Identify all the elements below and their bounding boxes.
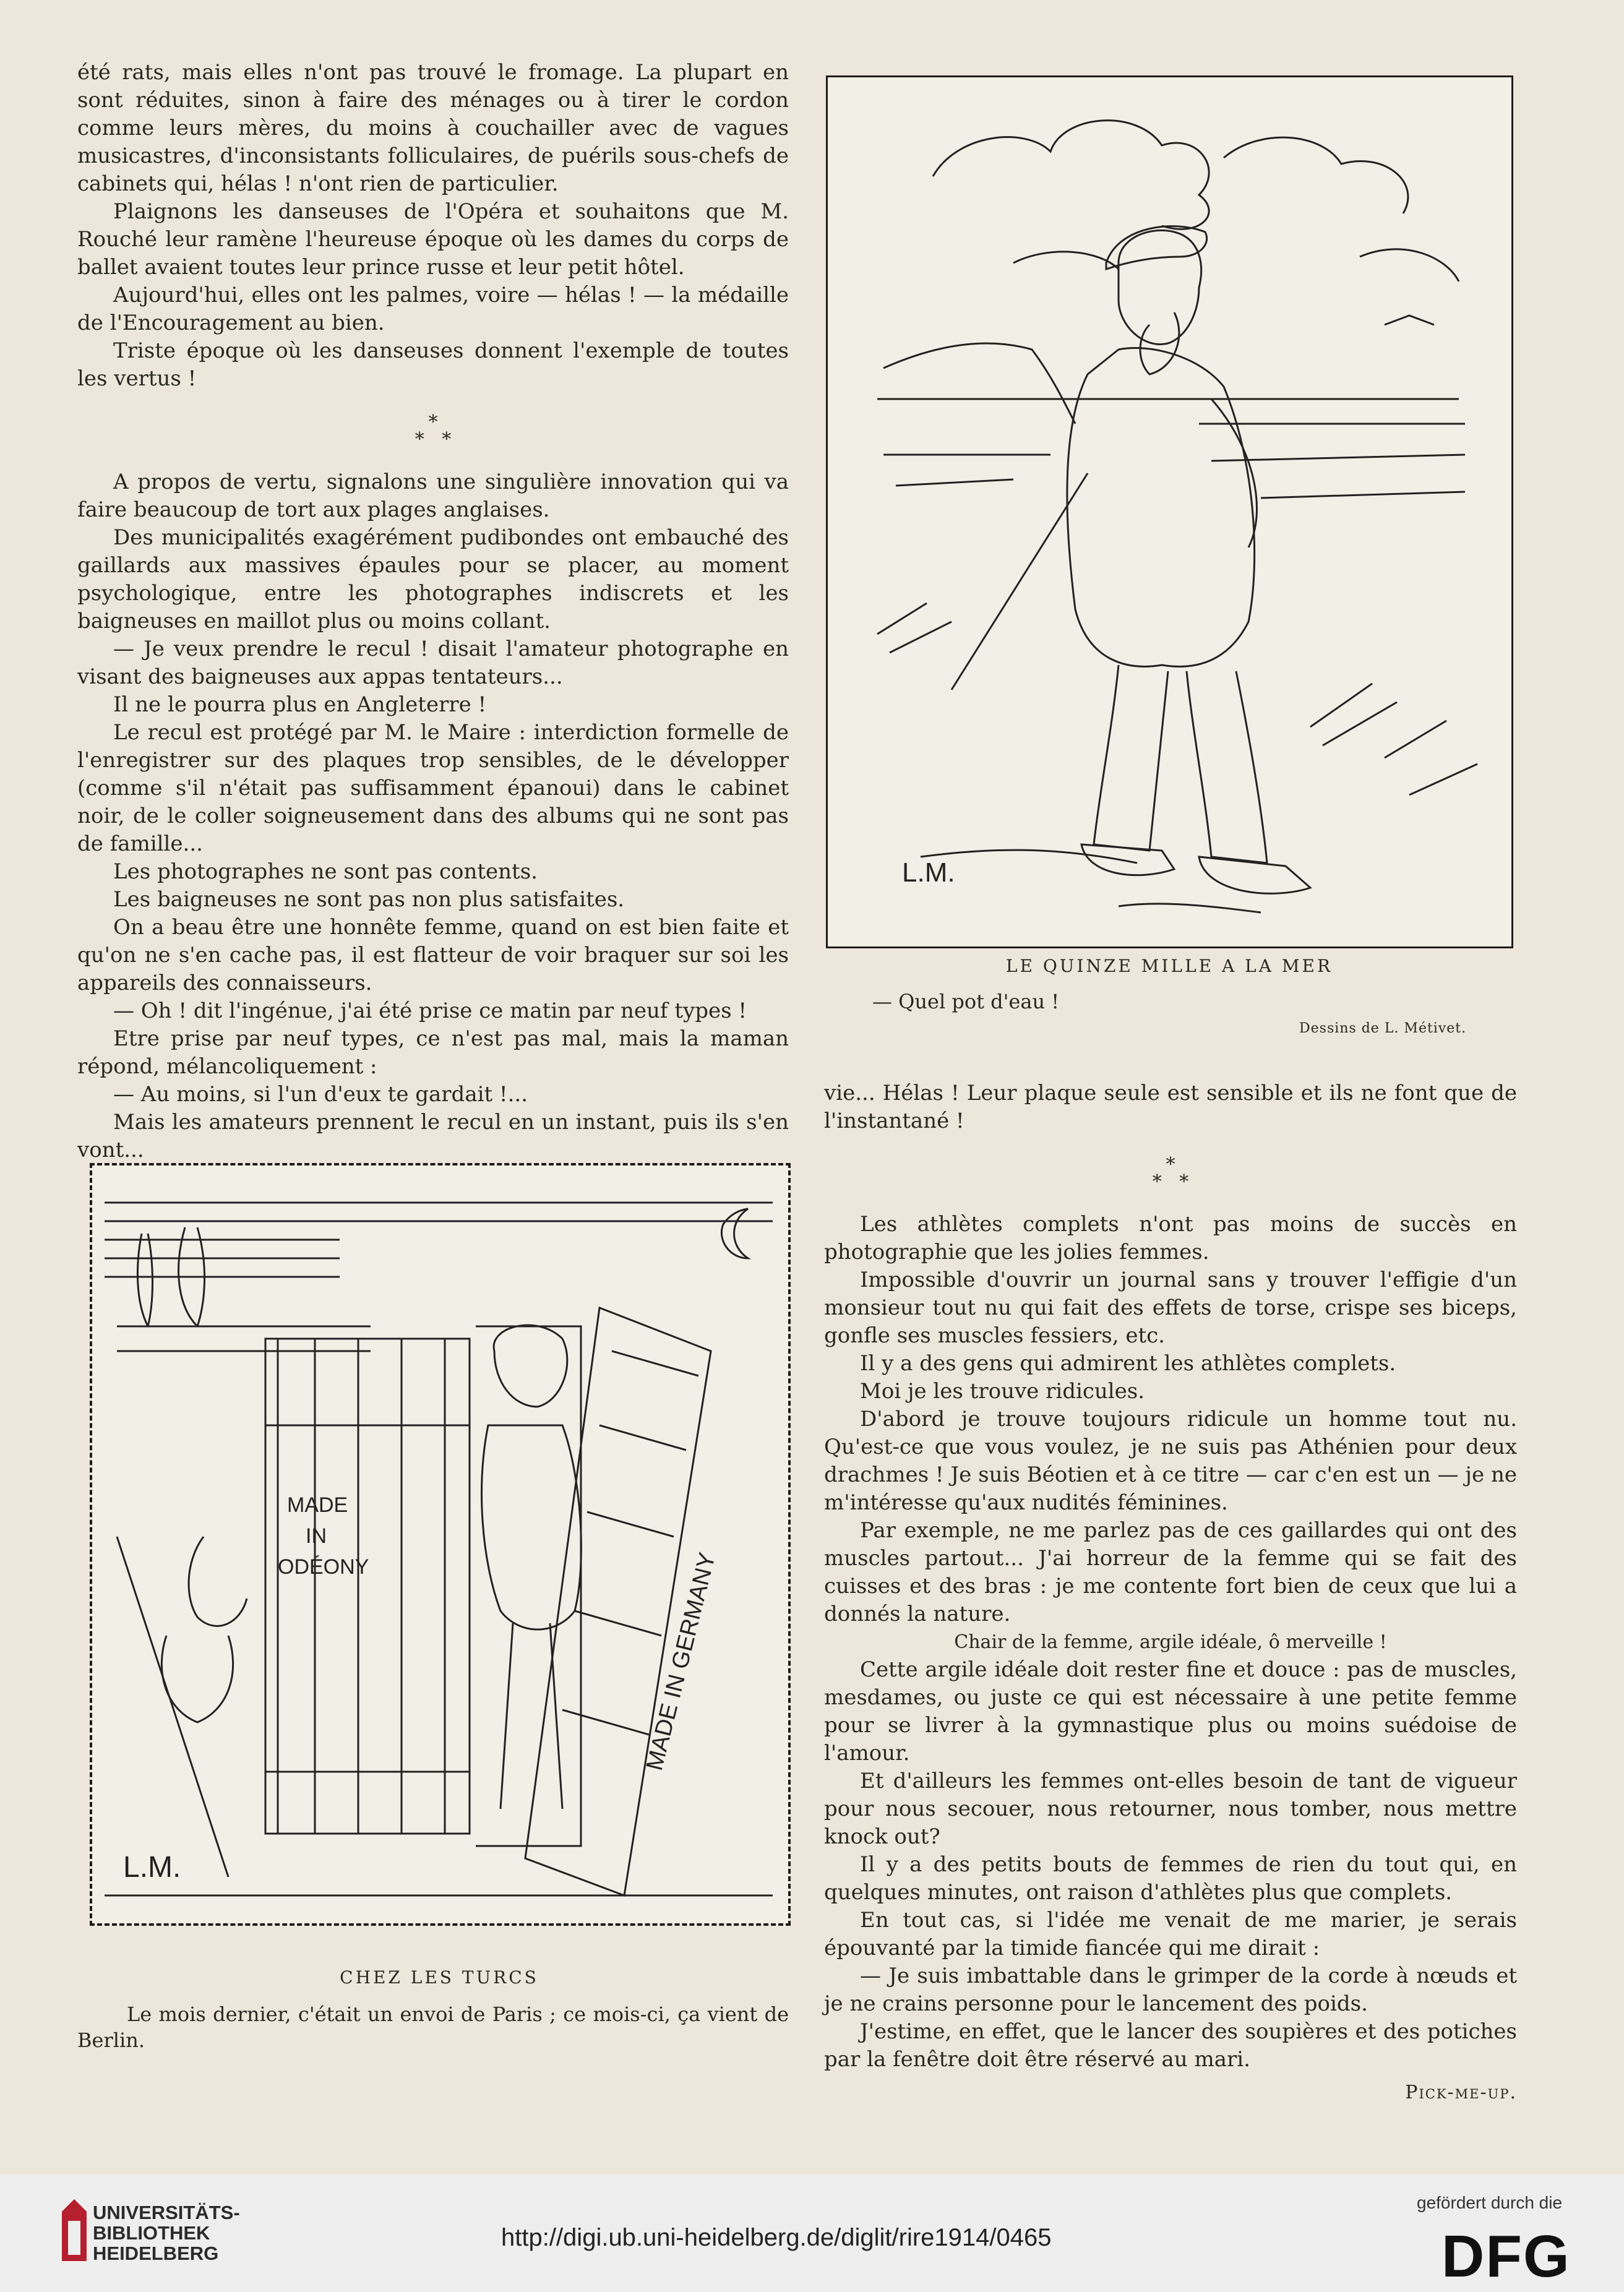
illustration-caption: CHEZ LES TURCS (340, 1967, 539, 1988)
paragraph: — Oh ! dit l'ingénue, j'ai été prise ce matin par neuf types ! (113, 998, 747, 1023)
paragraph: Mais les amateurs prennent le recul en un instant, puis ils s'en vont... (77, 1110, 789, 1162)
paragraph: Moi je les trouve ridicules. (860, 1379, 1145, 1404)
paragraph: Cette argile idéale doit rester fine et douce : pas de muscles, mesdames, ou juste ce qui est nécessaire à une petite femme pour se livrer à la gymnastique plus ou moins suédoise de l'amour. (824, 1657, 1517, 1766)
paragraph: En tout cas, si l'idée me venait de me marier, je serais épouvanté par la timide fiancée qui me dirait : (824, 1908, 1517, 1960)
paragraph: Des municipalités exagérément pudibondes ont embauché des gaillards aux massives épaules pour se placer, au moment psychologique, entre les photographes indiscrets et les baigneuses en maillot plus ou moins collant. (77, 525, 789, 633)
illustration-sea-frame (826, 75, 1513, 948)
door-label: MADE (287, 1493, 348, 1517)
paragraph: Les photographes ne sont pas contents. (113, 859, 538, 884)
paragraph: Il ne le pourra plus en Angleterre ! (113, 692, 487, 717)
paragraph: Triste époque où les danseuses donnent l'exemple de toutes les vertus ! (77, 338, 789, 391)
artist-signature: L.M. (123, 1851, 181, 1884)
source-url-link[interactable]: http://digi.ub.uni-heidelberg.de/diglit/rire1914/0465 (501, 2224, 1052, 2251)
paragraph: Le recul est protégé par M. le Maire : interdiction formelle de l'enregistrer sur des plaques trop sensibles, de le développer (comme s'il n'était pas suffisamment épanoui) dans le cabinet noir, de le coller soigneusement dans des albums qui ne sont pas de famille... (77, 720, 789, 856)
paragraph: Et d'ailleurs les femmes ont-elles besoin de tant de vigueur pour nous secouer, nous retourner, nous tomber, nous mettre knock out? (824, 1769, 1517, 1849)
funding-note: gefördert durch die (1417, 2193, 1563, 2212)
section-separator: * * * (1152, 1154, 1189, 1193)
paragraph: Il y a des gens qui admirent les athlètes complets. (860, 1351, 1396, 1376)
paragraph: Les athlètes complets n'ont pas moins de succès en photographie que les jolies femmes. (824, 1212, 1517, 1264)
library-name: UNIVERSITÄTS- BIBLIOTHEK HEIDELBERG (93, 2202, 240, 2264)
paragraph: — Je suis imbattable dans le grimper de la corde à nœuds et je ne crains personne pour le lancement des poids. (824, 1964, 1517, 2016)
paragraph: Par exemple, ne me parlez pas de ces gaillardes qui ont des muscles partout... J'ai horreur de la femme qui se fait des cuisses et des bras : je me contente fort bien de ceux que lui a donnés la nature. (824, 1518, 1517, 1626)
crate-label: MADE IN GERMANY (641, 1550, 721, 1774)
illustration-turks-frame (90, 1163, 791, 1926)
paragraph: D'abord je trouve toujours ridicule un homme tout nu. Qu'est-ce que vous voulez, je ne suis pas Athénien pour deux drachmes ! Je suis Béotien et à ce titre — car c'en est un — je ne m'intéresse qu'aux nudités féminines. (824, 1407, 1517, 1515)
paragraph: Aujourd'hui, elles ont les palmes, voire — hélas ! — la médaille de l'Encouragement au bien. (77, 283, 789, 335)
paragraph: Etre prise par neuf types, ce n'est pas mal, mais la maman répond, mélancoliquement : (77, 1026, 789, 1079)
digitization-footer (0, 2174, 1624, 2292)
illustration-credit: Dessins de L. Métivet. (1299, 1021, 1467, 1036)
paragraph: Impossible d'ouvrir un journal sans y trouver l'effigie d'un monsieur tout nu qui fait des effets de torse, crispe ses biceps, gonfle ses muscles fessiers, etc. (824, 1268, 1517, 1348)
library-logo-icon (59, 2199, 90, 2267)
paragraph: — Au moins, si l'un d'eux te gardait !... (113, 1082, 528, 1107)
illustration-caption: LE QUINZE MILLE A LA MER (1005, 956, 1333, 976)
paragraph: vie... Hélas ! Leur plaque seule est sensible et ils ne font que de l'instantané ! (824, 1081, 1517, 1133)
paragraph: été rats, mais elles n'ont pas trouvé le fromage. La plupart en sont réduites, sinon à faire des ménages ou à tirer le cordon comme leurs mères, du moins à couchailler avec de vagues musicastres, d'inconsistants folliculaires, de puérils sous-chefs de cabinets qui, hélas ! n'ont rien de particulier. (77, 60, 789, 196)
artist-signature: L.M. (902, 857, 955, 888)
paragraph: — Je veux prendre le recul ! disait l'amateur photographe en visant des baigneuses aux appas tentateurs... (77, 637, 789, 689)
author-signature: Pick-me-up. (1405, 2082, 1517, 2103)
illustration-subcaption: Le mois dernier, c'était un envoi de Paris ; ce mois-ci, ça vient de Berlin. (77, 2002, 789, 2052)
door-crates-drawing (92, 1165, 788, 1923)
paragraph: J'estime, en effet, que le lancer des soupières et des potiches par la fenêtre doit être réservé au mari. (824, 2019, 1517, 2072)
paragraph: A propos de vertu, signalons une singulière innovation qui va faire beaucoup de tort aux plages anglaises. (77, 470, 789, 522)
paragraph: Les baigneuses ne sont pas non plus satisfaites. (113, 887, 625, 912)
right-text-column (824, 1079, 1517, 2106)
paragraph: Plaignons les danseuses de l'Opéra et souhaitons que M. Rouché leur ramène l'heureuse époque où les dames du corps de ballet avaient toutes leur prince russe et leur petit hôtel. (77, 199, 789, 280)
door-label: ODÉONY (278, 1555, 369, 1579)
verse-quote: Chair de la femme, argile idéale, ô merveille ! (954, 1631, 1387, 1653)
paragraph: Il y a des petits bouts de femmes de rien du tout qui, en quelques minutes, ont raison d'athlètes plus que complets. (824, 1852, 1517, 1905)
door-label: IN (306, 1524, 327, 1548)
paragraph: On a beau être une honnête femme, quand on est bien faite et qu'on ne s'en cache pas, il est flatteur de voir braquer sur soi les appareils des connaisseurs. (77, 915, 789, 995)
dfg-logo: DFG (1441, 2223, 1571, 2290)
section-separator: * * * (415, 411, 452, 450)
man-by-sea-drawing (828, 77, 1511, 946)
illustration-subcaption: — Quel pot d'eau ! (872, 990, 1060, 1013)
left-text-column (77, 59, 789, 1192)
